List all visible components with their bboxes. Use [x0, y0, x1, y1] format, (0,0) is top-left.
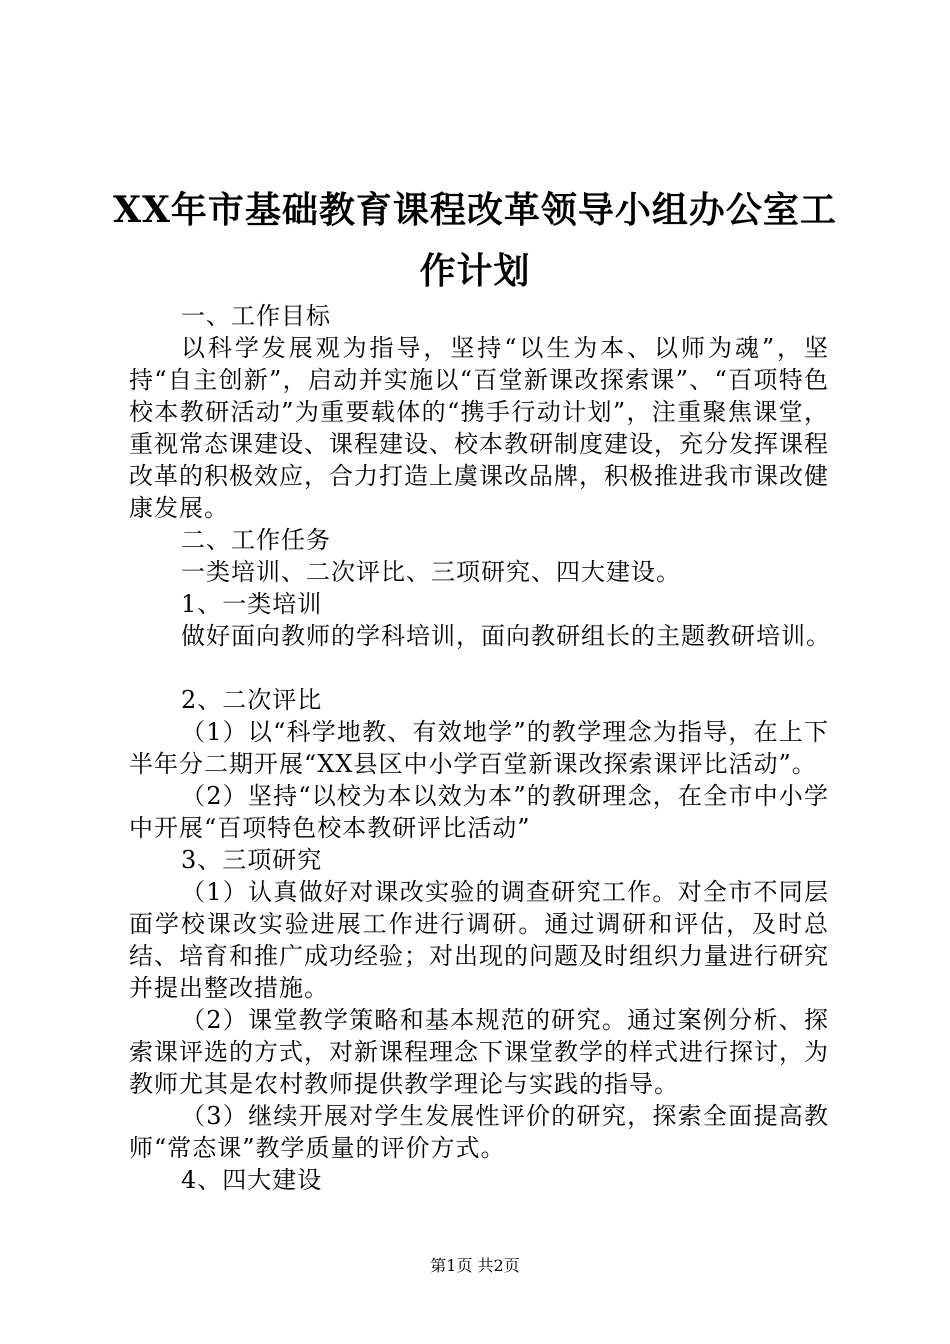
document-title-line-2: 作计划: [419, 250, 531, 292]
section-heading-tasks: 二、工作任务: [181, 526, 331, 554]
section-heading-goals: 一、工作目标: [181, 302, 331, 330]
blank-line: [129, 652, 829, 684]
subheading-training: 1、一类培训: [181, 590, 323, 618]
paragraph-evaluation-1: （1）以“科学地教、有效地学”的教学理念为指导，在上下半年分二期开展“XX县区中小学百堂新课改探索课评比活动”。: [129, 718, 829, 778]
paragraph-evaluation-2: （2）坚持“以校为本以效为本”的教研理念，在全市中小学中开展“百项特色校本教研评比活动”: [129, 782, 829, 842]
subheading-evaluations: 2、二次评比: [181, 686, 323, 714]
document-title-line-1: XX年市基础教育课程改革领导小组办公室工: [113, 189, 837, 231]
subheading-research: 3、三项研究: [181, 846, 323, 874]
page-footer: 第1页 共2页: [430, 1256, 520, 1275]
paragraph-research-3: （3）继续开展对学生发展性评价的研究，探索全面提高教师“常态课”教学质量的评价方式。: [129, 1102, 829, 1162]
paragraph-tasks-summary: 一类培训、二次评比、三项研究、四大建设。: [181, 558, 681, 586]
subheading-construction: 4、四大建设: [181, 1166, 323, 1194]
paragraph-goals: 以科学发展观为指导，坚持“以生为本、以师为魂”，坚持“自主创新”，启动并实施以“百堂新课改探索课”、“百项特色校本教研活动”为重要载体的“携手行动计划”，注重聚焦课堂，重视常态课建设、课程建设、校本教研制度建设，充分发挥课程改革的积极效应，合力打造上虞课改品牌，积极推进我市课改健康发展。: [129, 334, 829, 522]
document-body: [129, 300, 829, 1196]
paragraph-research-1: （1）认真做好对课改实验的调查研究工作。对全市不同层面学校课改实验进展工作进行调研。通过调研和评估，及时总结、培育和推广成功经验；对出现的问题及时组织力量进行研究并提出整改措施。: [129, 878, 829, 1002]
paragraph-research-2: （2）课堂教学策略和基本规范的研究。通过案例分析、探索课评选的方式，对新课程理念下课堂教学的样式进行探讨，为教师尤其是农村教师提供教学理论与实践的指导。: [129, 1006, 829, 1098]
paragraph-training: 做好面向教师的学科培训，面向教研组长的主题教研培训。: [181, 622, 831, 650]
